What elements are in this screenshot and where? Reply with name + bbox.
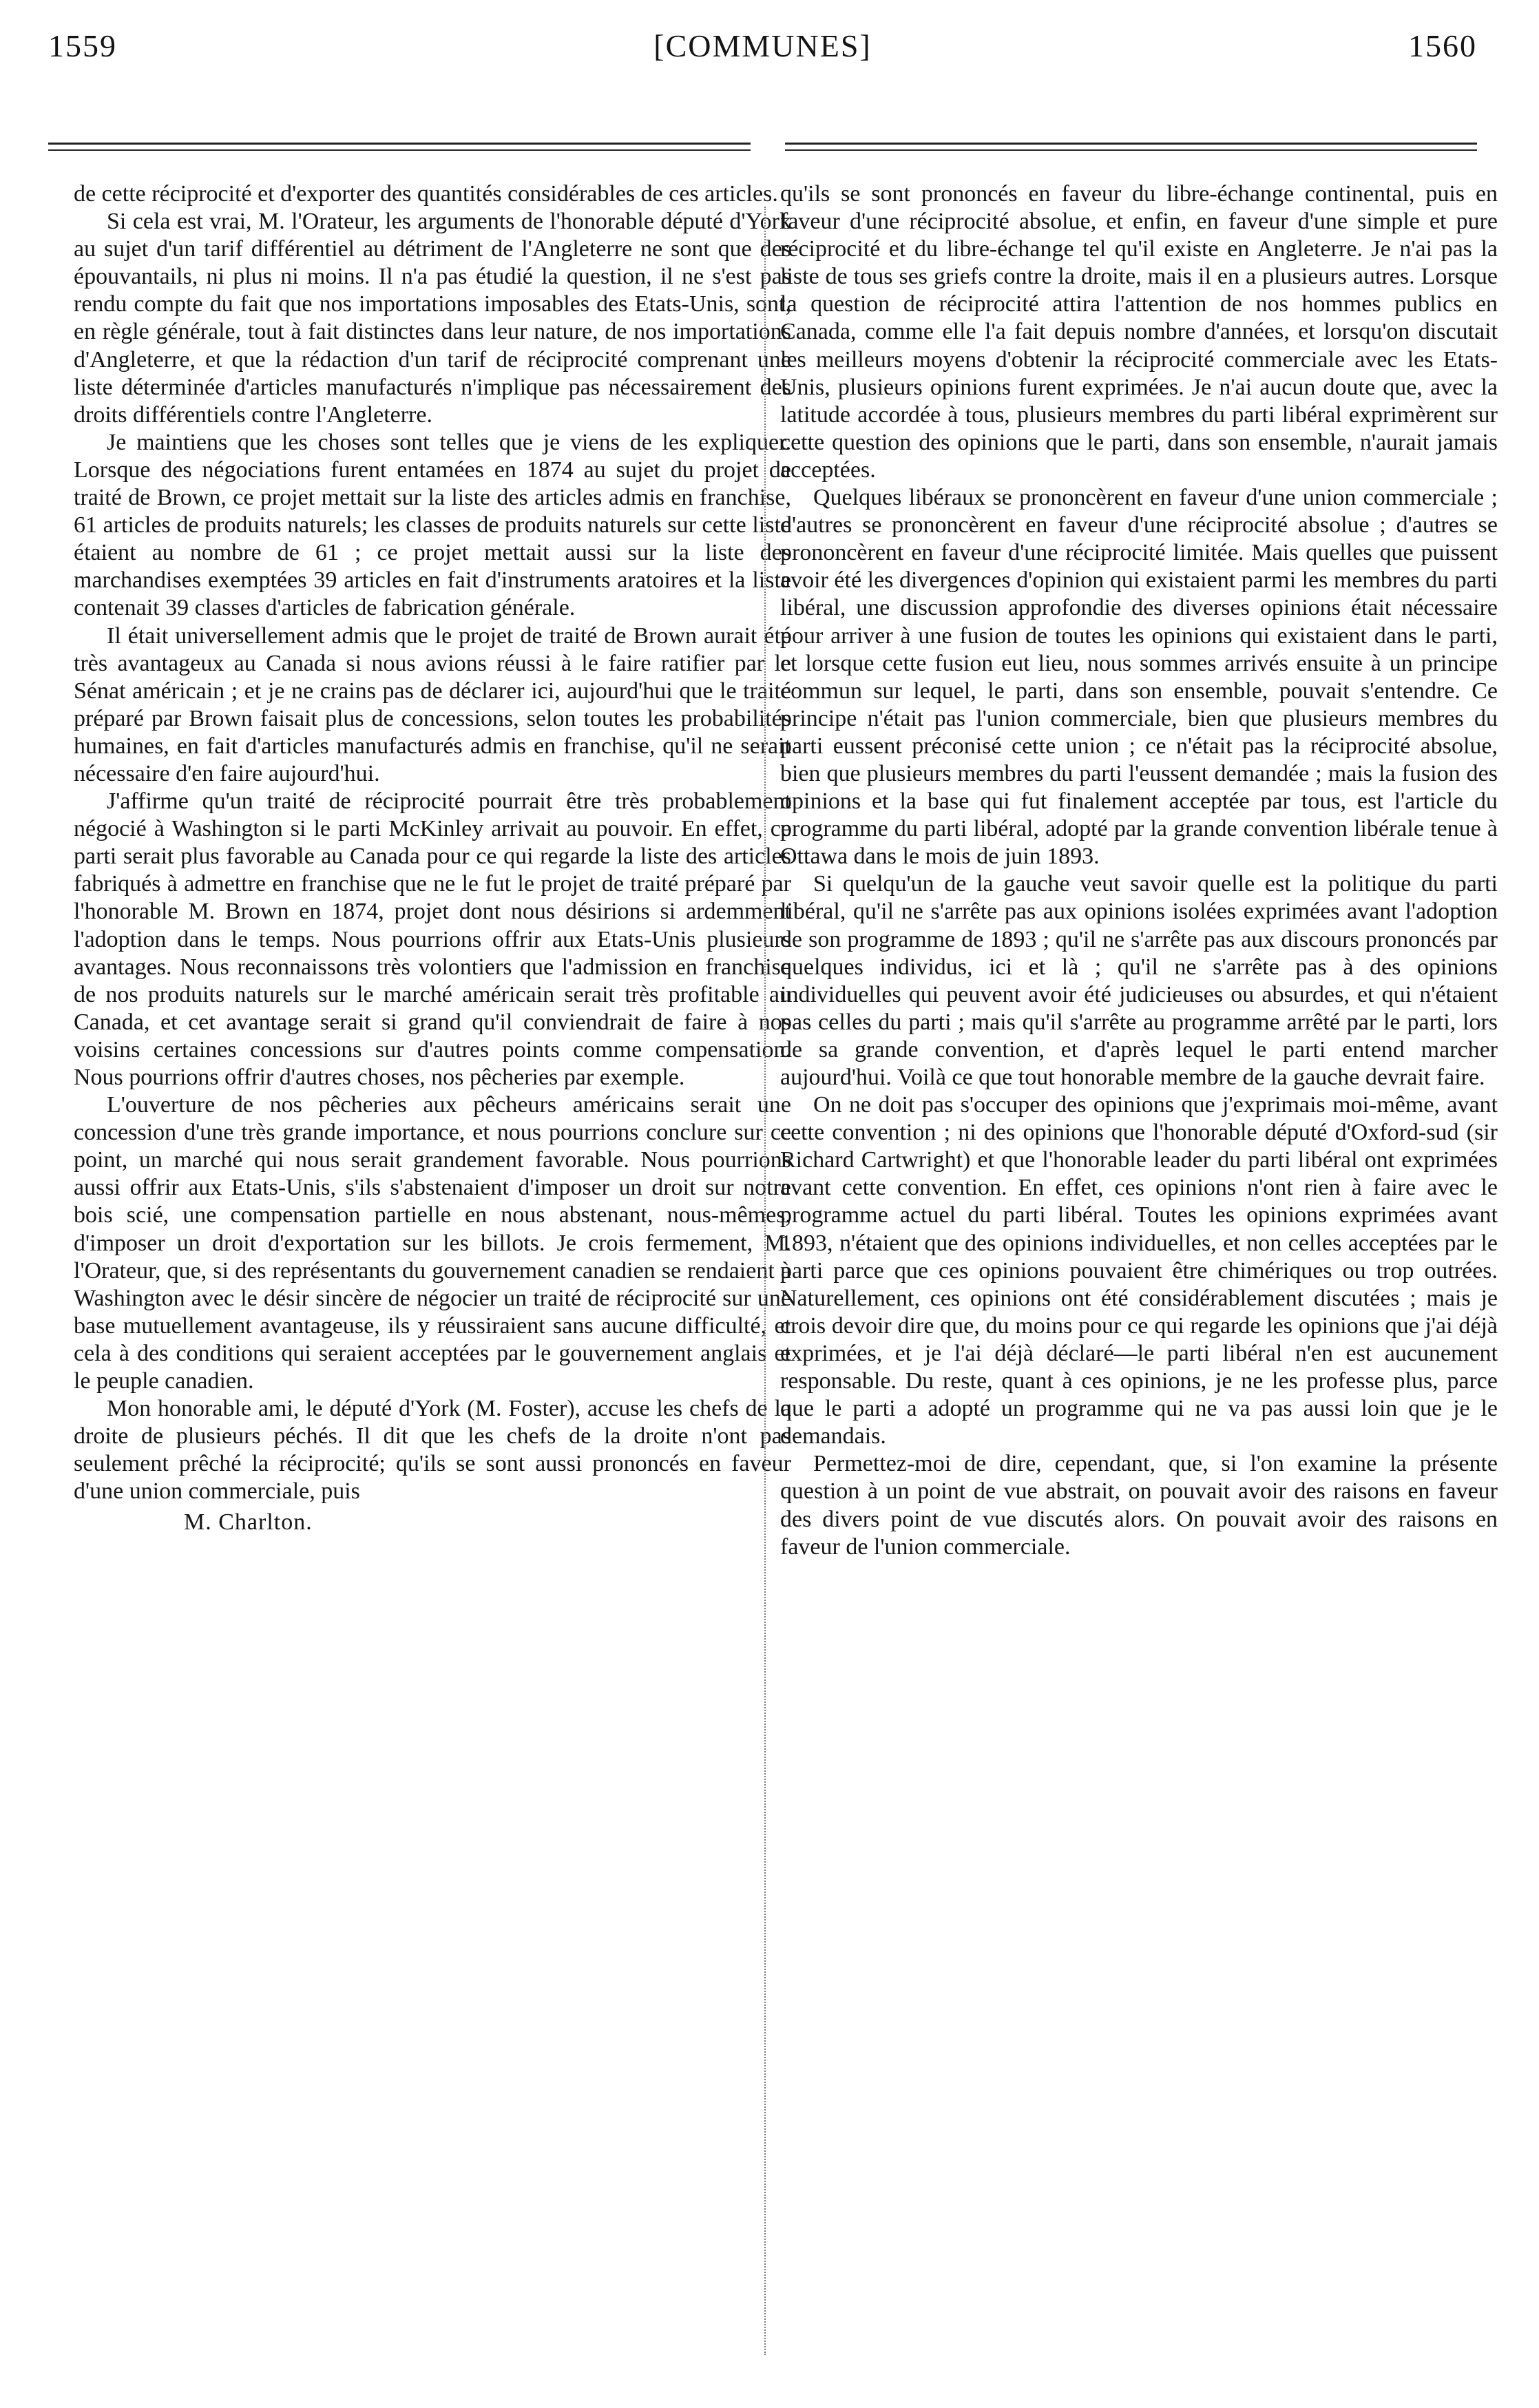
paragraph: Je maintiens que les choses sont telles que je viens de les expliquer. Lorsque des négociations furent entamées en 1874 au sujet du projet de traité de Brown, ce projet mettait sur la liste des articles admis en franchise, 61 articles de produits naturels; les classes de produits naturels sur cette liste étaient au nombre de 61 ; ce projet mettait aussi sur la liste des marchandises exemptées 39 articles en fait d'instruments aratoires et la liste contenait 39 classes d'articles de fabrication générale. bbox=[74, 429, 791, 621]
paragraph: de cette réciprocité et d'exporter des quantités considérables de ces articles. bbox=[74, 181, 778, 207]
right-column bbox=[780, 180, 1498, 2363]
paragraph: qu'ils se sont prononcés en faveur du libre-échange continental, puis en faveur d'une réciprocité absolue, et enfin, en faveur d'une simple et pure réciprocité et du libre-échange tel qu'il existe en Angleterre. Je n'ai pas la liste de tous ses griefs contre la droite, mais il en a plusieurs autres. Lorsque la question de réciprocité attira l'attention de nos hommes publics en Canada, comme elle l'a fait depuis nombre d'années, et lorsqu'on discutait les meilleurs moyens d'obtenir la réciprocité commerciale avec les Etats-Unis, plusieurs opinions furent exprimées. Je n'ai aucun doute que, avec la latitude accordée à tous, plusieurs membres du parti libéral exprimèrent sur cette question des opinions que le parti, dans son ensemble, n'aurait jamais acceptées. bbox=[780, 181, 1498, 483]
header-rule-left-lower bbox=[48, 149, 751, 151]
page-header bbox=[48, 28, 1477, 96]
page-title: [COMMUNES] bbox=[653, 28, 872, 63]
left-page-number: 1559 bbox=[48, 28, 117, 63]
paragraph: On ne doit pas s'occuper des opinions que j'exprimais moi-même, avant cette convention ; ni des opinions que l'honorable député d'Oxford-sud (sir Richard Cartwright) et que l'honorable leader du parti libéral ont exprimées avant cette convention. En effet, ces opinions n'ont rien à faire avec le programme actuel du parti libéral. Toutes les opinions exprimées avant 1893, n'étaient que des opinions individuelles, et non celles acceptées par le parti parce que ces opinions pouvaient être chimériques ou trop outrées. Naturellement, ces opinions ont été considérablement discutées ; mais je crois devoir dire que, du moins pour ce qui regarde les opinions que j'ai déjà exprimées, et je l'ai déjà déclaré—le parti libéral n'en est aucunement responsable. Du reste, quant à ces opinions, je ne les professe plus, parce que le parti a adopté un programme qui ne va pas aussi loin que je le demandais. bbox=[780, 1092, 1498, 1449]
paragraph: Si cela est vrai, M. l'Orateur, les arguments de l'honorable député d'York au sujet d'un tarif différentiel au détriment de l'Angleterre ne sont que des épouvantails, ni plus ni moins. Il n'a pas étudié la question, il ne s'est pas rendu compte du fait que nos importations imposables des Etats-Unis, sont, en règle générale, tout à fait distinctes dans leur nature, de nos importations d'Angleterre, et que la rédaction d'un tarif de réciprocité comprenant une liste déterminée d'articles manufacturés n'implique pas nécessairement des droits différentiels contre l'Angleterre. bbox=[74, 209, 791, 428]
paragraph: Il était universellement admis que le projet de traité de Brown aurait été très avantageux au Canada si nous avions réussi à le faire ratifier par le Sénat américain ; et je ne crains pas de déclarer ici, aujourd'hui que le traité préparé par Brown faisait plus de concessions, selon toutes les probabilités humaines, en fait d'articles manufacturés admis en franchise, qu'il ne serait nécessaire d'en faire aujourd'hui. bbox=[74, 622, 791, 786]
paragraph: Quelques libéraux se prononcèrent en faveur d'une union commerciale ; d'autres se prononcèrent en faveur d'une réciprocité absolue ; d'autres se prononcèrent en faveur d'une réciprocité limitée. Mais quelles que puissent avoir été les divergences d'opinion qui existaient parmi les membres du parti libéral, une discussion approfondie des diverses opinions était nécessaire pour arriver à une fusion de toutes les opinions qui existaient dans le parti, et lorsque cette fusion eut lieu, nous sommes arrivés ensuite à un principe commun sur lequel, le parti, dans son ensemble, pouvait s'entendre. Ce principe n'était pas l'union commerciale, bien que plusieurs membres du parti eussent préconisé cette union ; ce n'était pas la réciprocité absolue, bien que plusieurs membres du parti l'eussent demandée ; mais la fusion des opinions et la base qui fut finalement acceptée par tous, est l'article du programme du parti libéral, adopté par la grande convention libérale tenue à Ottawa dans le mois de juin 1893. bbox=[780, 485, 1498, 870]
column-divider bbox=[764, 207, 766, 2355]
header-rule-left bbox=[48, 143, 751, 145]
header-rule-right-lower bbox=[785, 149, 1477, 151]
paragraph: L'ouverture de nos pêcheries aux pêcheurs américains serait une concession d'une très grande importance, et nous pourrions conclure sur ce point, un marché qui nous serait grandement favorable. Nous pourrions aussi offrir aux Etats-Unis, s'ils s'abstenaient d'imposer un droit sur notre bois scié, une compensation partielle en nous abstenant, nous-mêmes, d'imposer un droit d'exportation sur les billots. Je crois fermement, M. l'Orateur, que, si des représentants du gouvernement canadien se rendaient à Washington avec le désir sincère de négocier un traité de réciprocité sur une base mutuellement avantageuse, ils y réussiraient sans aucune difficulté, et cela à des conditions qui seraient acceptées par le gouvernement anglais et le peuple canadien. bbox=[74, 1092, 791, 1394]
paragraph: J'affirme qu'un traité de réciprocité pourrait être très probablement négocié à Washington si le parti McKinley arrivait au pouvoir. En effet, ce parti serait plus favorable au Canada pour ce qui regarde la liste des articles fabriqués à admettre en franchise que ne le fut le projet de traité préparé par l'honorable M. Brown en 1874, projet dont nous désirions si ardemment l'adoption dans le temps. Nous pourrions offrir aux Etats-Unis plusieurs avantages. Nous reconnaissons très volontiers que l'admission en franchise de nos produits naturels sur le marché américain serait très profitable au Canada, et cet avantage serait si grand qu'il conviendrait de faire à nos voisins certaines concessions sur d'autres points comme compensation. Nous pourrions offrir d'autres choses, nos pêcheries par exemple. bbox=[74, 788, 791, 1090]
header-rule-right bbox=[785, 143, 1477, 145]
paragraph: Si quelqu'un de la gauche veut savoir quelle est la politique du parti libéral, qu'il ne s'arrête pas aux opinions isolées exprimées avant l'adoption de son programme de 1893 ; qu'il ne s'arrête pas aux discours prononcés par quelques individus, ici et là ; qu'il ne s'arrête pas à des opinions individuelles qui peuvent avoir été judicieuses ou absurdes, et qui n'étaient pas celles du parti ; mais qu'il s'arrête au programme arrêté par le parti, lors de sa grande convention, et d'après lequel le parti entend marcher aujourd'hui. Voilà ce que tout honorable membre de la gauche devrait faire. bbox=[780, 871, 1498, 1090]
left-column bbox=[74, 180, 791, 2363]
right-page-number: 1560 bbox=[1408, 28, 1477, 63]
paragraph: Mon honorable ami, le député d'York (M. Foster), accuse les chefs de la droite de plusieurs péchés. Il dit que les chefs de la droite n'ont pas seulement prêché la réciprocité; qu'ils se sont aussi prononcés en faveur d'une union commerciale, puis bbox=[74, 1396, 791, 1505]
paragraph: Permettez-moi de dire, cependant, que, si l'on examine la présente question à un point de vue abstrait, on pouvait avoir des raisons en faveur des divers point de vue discutés alors. On pouvait avoir des raisons en faveur de l'union commerciale. bbox=[780, 1451, 1498, 1560]
speaker-signature: M. Charlton. bbox=[184, 1509, 313, 1535]
